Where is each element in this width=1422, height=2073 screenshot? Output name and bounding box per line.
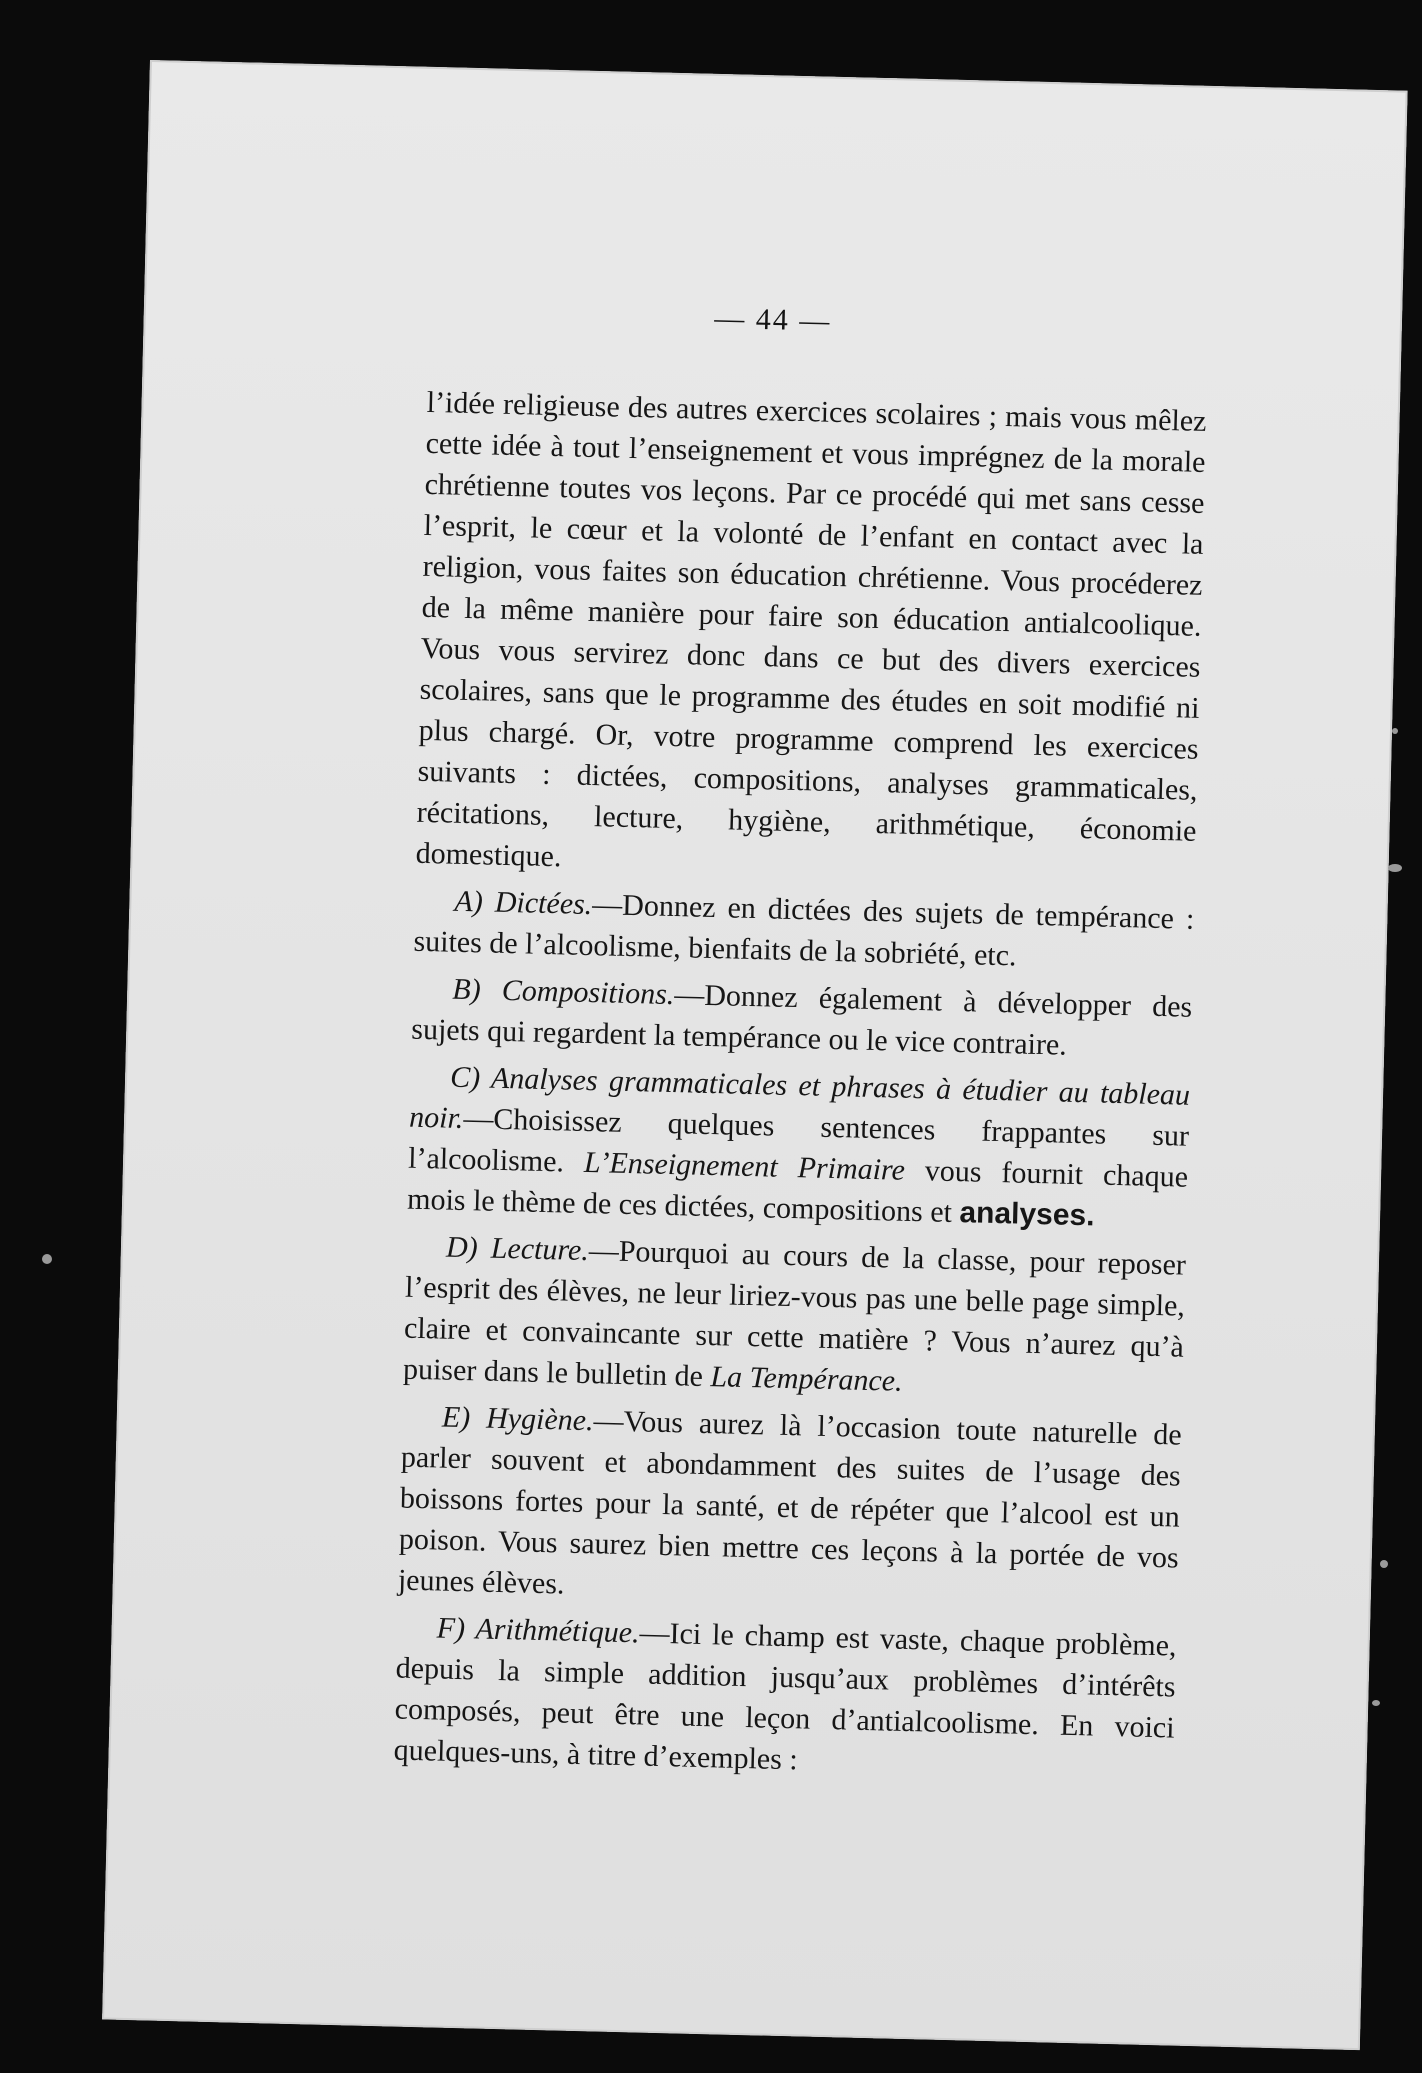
paragraph-text: —Choisissez quelques sentences frappantes sur l’alcoolisme. xyxy=(407,1101,1190,1179)
section-heading: F) Arithmétique. xyxy=(436,1611,640,1650)
paragraph-text: l’idée religieuse des autres exercices scolaires ; mais vous mêlez cette idée à tout l’enseignement et vous imprégnez de la morale chrétienne toutes vos leçons. Par ce procédé qui met sans cesse l’esprit, le cœur et la volonté de l’enfant en contact avec la religion, vous faites son éducation chrétienne. Vous procéderez de la même manière pour faire son éducation antialcoolique. Vous vous servirez donc dans ce but des divers exercices scolaires, sans que le programme des études en soit modifié ni plus chargé. Or, votre programme comprend les exercices suivants : dictées, compositions, analyses grammaticales, récitations, lecture, hygiène, arithmétique, économie domestique. xyxy=(415,385,1207,874)
paragraph-lecture xyxy=(403,1226,1187,1409)
paragraph-text: —Donnez également à développer des sujets qui regardent la tempérance ou le vice contraire. xyxy=(410,978,1193,1062)
section-heading: A) Dictées. xyxy=(454,884,593,922)
paragraph-text: —Pourquoi au cours de la classe, pour reposer l’esprit des élèves, ne leur liriez-vous pas une belle page simple, claire et convaincante sur cette matière ? Vous n’aurez qu’à puiser dans le bulletin de xyxy=(402,1234,1187,1394)
paragraph-text: —Vous aurez là l’occasion toute naturelle de parler souvent et abondamment des suites de l’usage des boissons fortes pour la santé, et de répéter que l’alcool est un poison. Vous saurez bien mettre ces leçons à la portée de vos jeunes élèves. xyxy=(397,1404,1183,1601)
margin-speck xyxy=(1372,1700,1380,1706)
paragraph-arithmetique xyxy=(393,1607,1177,1790)
margin-speck xyxy=(1380,1560,1388,1568)
page-number: — 44 — xyxy=(713,301,832,338)
book-page xyxy=(102,60,1408,2050)
body-text xyxy=(393,382,1207,1796)
paragraph-text-bold: analyses. xyxy=(959,1196,1095,1233)
paragraph-compositions xyxy=(411,968,1193,1069)
section-heading: E) Hygiène. xyxy=(441,1400,595,1438)
publication-title: L’Enseignement Primaire xyxy=(583,1145,906,1187)
paragraph-text: vous fournit chaque mois le thème de ces dictées, compositions et xyxy=(406,1153,1189,1230)
margin-speck xyxy=(42,1254,52,1264)
paragraph-dictees xyxy=(413,880,1195,981)
paragraph-analyses xyxy=(407,1056,1191,1239)
margin-speck xyxy=(1388,864,1402,872)
paragraph-text: —Donnez en dictées des sujets de tempérance : suites de l’alcoolisme, bienfaits de la sobriété, etc. xyxy=(413,888,1195,973)
paragraph-hygiene xyxy=(397,1396,1182,1620)
section-heading: D) Lecture. xyxy=(445,1230,590,1268)
section-heading: C) Analyses grammaticales et phrases à étudier au tableau noir. xyxy=(408,1060,1191,1135)
publication-title: La Tempérance. xyxy=(710,1360,904,1398)
margin-speck xyxy=(1392,728,1398,734)
paragraph-intro xyxy=(415,382,1207,893)
paragraph-text: —Ici le champ est vaste, chaque problème, depuis la simple addition jusqu’aux problèmes d’intérêts composés, peut être une leçon d’antialcoolisme. En voici quelques-uns, à titre d’exemples : xyxy=(393,1616,1177,1777)
section-heading: B) Compositions. xyxy=(451,972,675,1012)
